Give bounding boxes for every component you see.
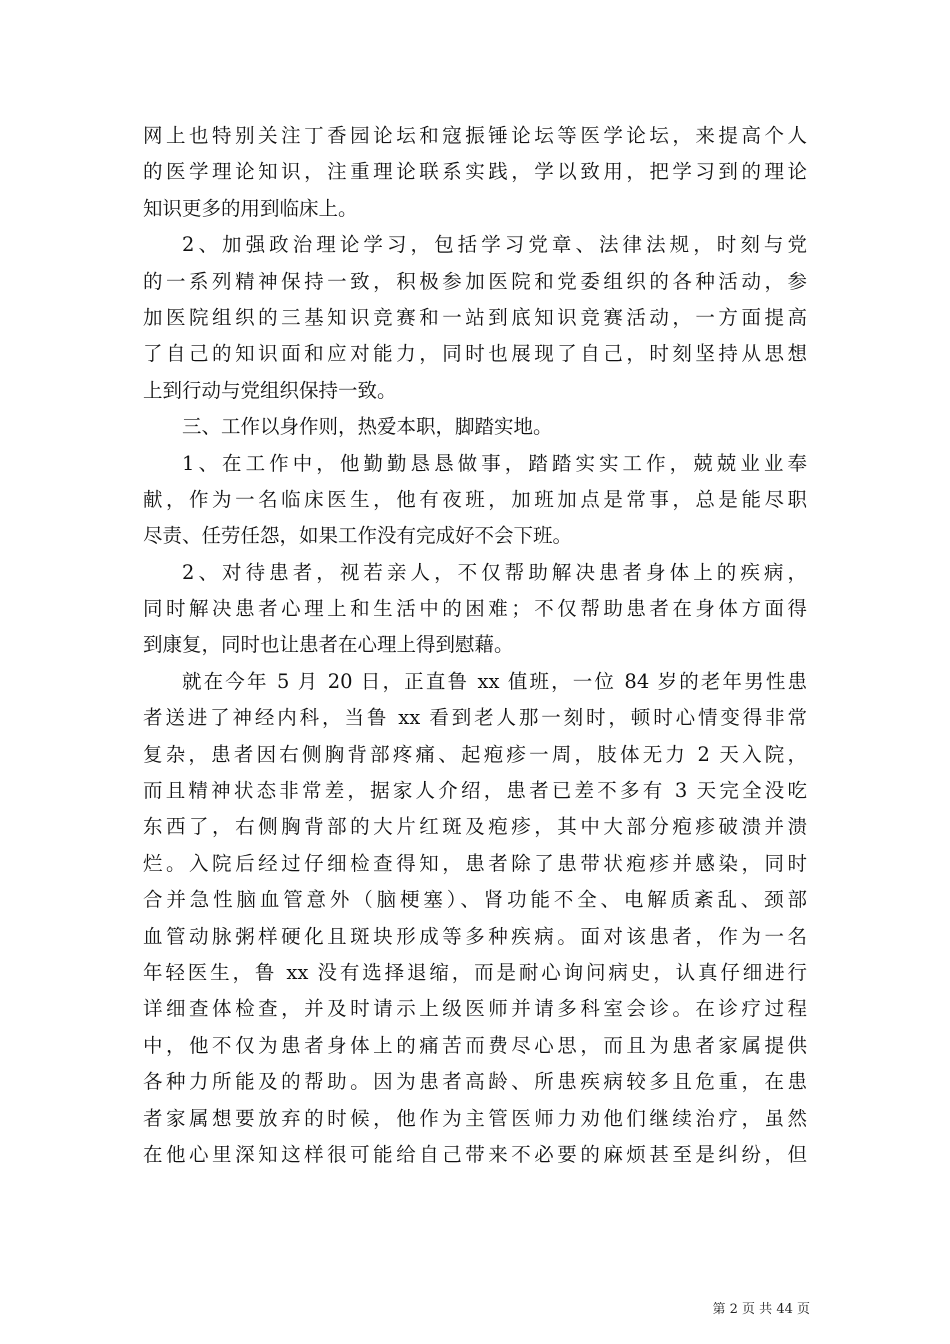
- text-line: 尽责、任劳任怨，如果工作没有完成好不会下班。: [143, 524, 573, 548]
- text-line: 中，他不仅为患者身体上的痛苦而费尽心思，而且为患者家属提供: [143, 1033, 807, 1057]
- text-line: 合并急性脑血管意外（脑梗塞）、肾功能不全、电解质紊乱、颈部: [143, 888, 807, 912]
- text-line: 网上也特别关注丁香园论坛和寇振锤论坛等医学论坛，来提高个人: [143, 124, 807, 147]
- text-line: 复杂，患者因右侧胸背部疼痛、起疱疹一周，肢体无力 2 天入院，: [143, 742, 807, 766]
- text-line: 各种力所能及的帮助。因为患者高龄、所患疾病较多且危重，在患: [143, 1070, 807, 1094]
- text-line: 的一系列精神保持一致，积极参加医院和党委组织的各种活动，参: [143, 269, 807, 293]
- text-line: 年轻医生，鲁 xx 没有选择退缩，而是耐心询问病史，认真仔细进行: [143, 960, 807, 984]
- text-line: 献，作为一名临床医生，他有夜班，加班加点是常事，总是能尽职: [143, 487, 807, 511]
- text-line: 者送进了神经内科，当鲁 xx 看到老人那一刻时，顿时心情变得非常: [143, 706, 807, 730]
- text-line: 血管动脉粥样硬化且斑块形成等多种疾病。面对该患者，作为一名: [143, 924, 807, 948]
- text-line: 在他心里深知这样很可能给自己带来不必要的麻烦甚至是纠纷，但: [143, 1142, 807, 1166]
- text-line: 2、对待患者，视若亲人，不仅帮助解决患者身体上的疾病，: [182, 560, 807, 584]
- text-line: 了自己的知识面和应对能力，同时也展现了自己，时刻坚持从思想: [143, 342, 807, 366]
- text-line: 同时解决患者心理上和生活中的困难；不仅帮助患者在身体方面得: [143, 597, 807, 621]
- text-line: 上到行动与党组织保持一致。: [143, 378, 397, 402]
- text-line: 的医学理论知识，注重理论联系实践，学以致用，把学习到的理论: [143, 160, 807, 184]
- body-text: [143, 118, 807, 1173]
- text-line: 烂。入院后经过仔细检查得知，患者除了患带状疱疹并感染，同时: [143, 851, 807, 875]
- text-line: 到康复，同时也让患者在心理上得到慰藉。: [143, 633, 514, 657]
- text-line: 就在今年 5 月 20 日，正直鲁 xx 值班，一位 84 岁的老年男性患: [182, 669, 807, 693]
- text-line: 详细查体检查，并及时请示上级医师并请多科室会诊。在诊疗过程: [143, 997, 807, 1021]
- text-line: 东西了，右侧胸背部的大片红斑及疱疹，其中大部分疱疹破溃并溃: [143, 815, 807, 839]
- text-line: 加医院组织的三基知识竞赛和一站到底知识竞赛活动，一方面提高: [143, 305, 807, 329]
- text-line: 者家属想要放弃的时候，他作为主管医师力劝他们继续治疗，虽然: [143, 1106, 807, 1130]
- text-line: 三、工作以身作则，热爱本职，脚踏实地。: [182, 415, 553, 439]
- text-line: 知识更多的用到临床上。: [143, 196, 358, 220]
- text-line: 1、在工作中，他勤勤恳恳做事，踏踏实实工作，兢兢业业奉: [182, 451, 807, 475]
- text-line: 2、加强政治理论学习，包括学习党章、法律法规，时刻与党: [182, 233, 807, 257]
- page-number: 第 2 页 共 44 页: [712, 1302, 810, 1317]
- text-line: 而且精神状态非常差，据家人介绍，患者已差不多有 3 天完全没吃: [143, 779, 807, 803]
